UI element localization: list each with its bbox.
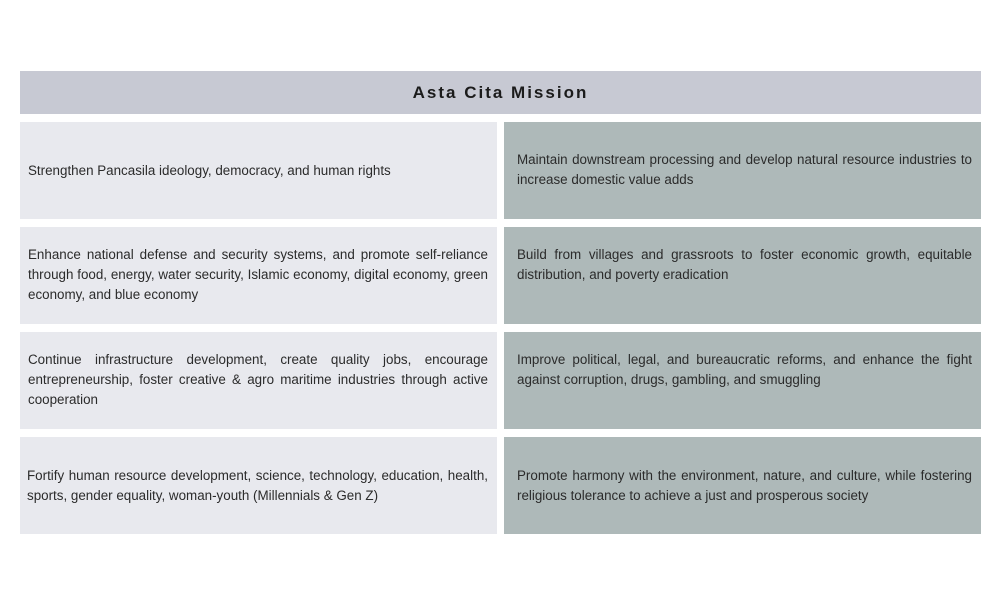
mission-text: Fortify human resource development, science, technology, education, health, sports, gender equality, woman-youth (Millennials & Gen Z) <box>27 467 488 503</box>
mission-cell-4-left <box>20 437 497 534</box>
mission-text: Strengthen Pancasila ideology, democracy, and human rights <box>28 162 391 178</box>
mission-cell-3-left <box>20 332 497 429</box>
mission-cell-1-right <box>504 122 981 219</box>
mission-cell-2-left <box>20 227 497 324</box>
mission-table <box>20 71 981 534</box>
mission-text: Improve political, legal, and bureaucratic reforms, and enhance the fight against corruption, drugs, gambling, and smuggling <box>517 352 972 387</box>
mission-cell-3-right <box>504 332 981 429</box>
mission-text: Maintain downstream processing and develop natural resource industries to increase domestic value adds <box>517 152 972 187</box>
mission-text: Build from villages and grassroots to foster economic growth, equitable distribution, and poverty eradication <box>517 247 972 282</box>
mission-cell-2-right <box>504 227 981 324</box>
mission-text: Promote harmony with the environment, nature, and culture, while fostering religious tolerance to achieve a just and prosperous society <box>517 467 972 503</box>
mission-cell-1-left <box>20 122 497 219</box>
mission-cell-4-right <box>504 437 981 534</box>
mission-text: Enhance national defense and security systems, and promote self-reliance through food, energy, water security, Islamic economy, digital economy, green economy, and blue economy <box>28 247 488 302</box>
mission-text: Continue infrastructure development, create quality jobs, encourage entrepreneurship, foster creative & agro maritime industries through active cooperation <box>28 352 488 407</box>
mission-grid <box>20 122 981 534</box>
table-title: Asta Cita Mission <box>20 71 981 114</box>
